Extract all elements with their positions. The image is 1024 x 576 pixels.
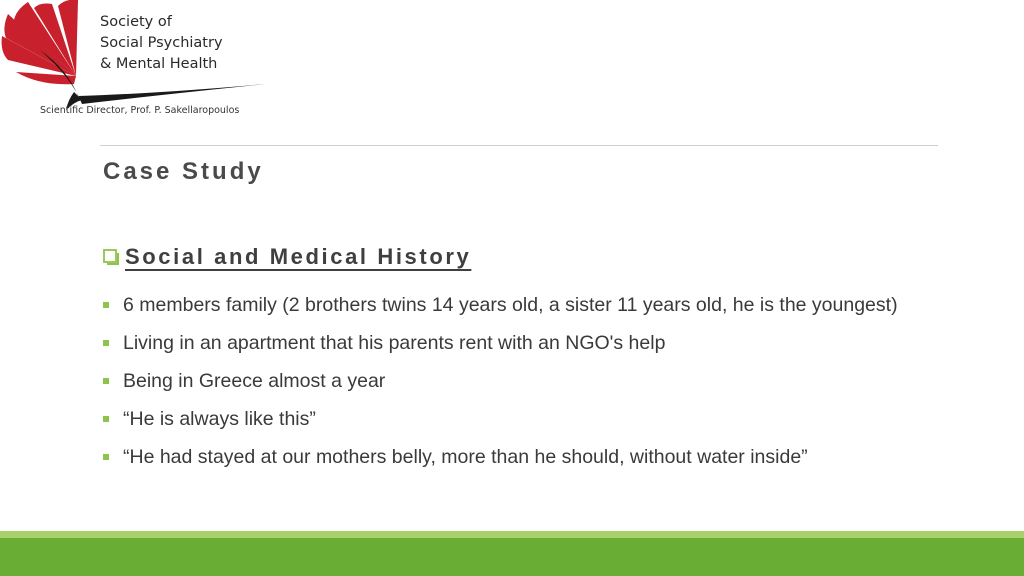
list-item <box>103 400 898 438</box>
list-item <box>103 324 898 362</box>
bullet-text: Living in an apartment that his parents rent with an NGO's help <box>123 331 666 354</box>
slide-title: Case Study <box>103 158 264 185</box>
square-bullet-icon <box>103 340 109 346</box>
square-bullet-icon <box>103 454 109 460</box>
bullet-text: Being in Greece almost a year <box>123 369 386 392</box>
square-bullet-icon <box>103 416 109 422</box>
square-bullet-icon <box>103 378 109 384</box>
list-item <box>103 438 898 476</box>
org-name-line: Social Psychiatry <box>100 35 223 51</box>
section-heading <box>103 244 471 270</box>
org-name <box>100 12 223 75</box>
scientific-director: Scientific Director, Prof. P. Sakellaropoulos <box>40 105 240 116</box>
footer-bar-light <box>0 531 1024 538</box>
org-name-line: Society of <box>100 14 172 30</box>
checkbox-bullet-icon <box>103 249 119 265</box>
square-bullet-icon <box>103 302 109 308</box>
bullet-text: “He is always like this” <box>123 407 316 430</box>
list-item <box>103 362 898 400</box>
footer-bar <box>0 538 1024 576</box>
org-name-line: & Mental Health <box>100 56 218 72</box>
bullet-text: “He had stayed at our mothers belly, more than he should, without water inside” <box>123 445 808 468</box>
list-item <box>103 286 898 324</box>
section-heading-text: Social and Medical History <box>125 244 472 269</box>
bullet-list <box>103 286 898 476</box>
divider <box>100 145 938 146</box>
bullet-text: 6 members family (2 brothers twins 14 years old, a sister 11 years old, he is the youngest) <box>123 293 898 316</box>
